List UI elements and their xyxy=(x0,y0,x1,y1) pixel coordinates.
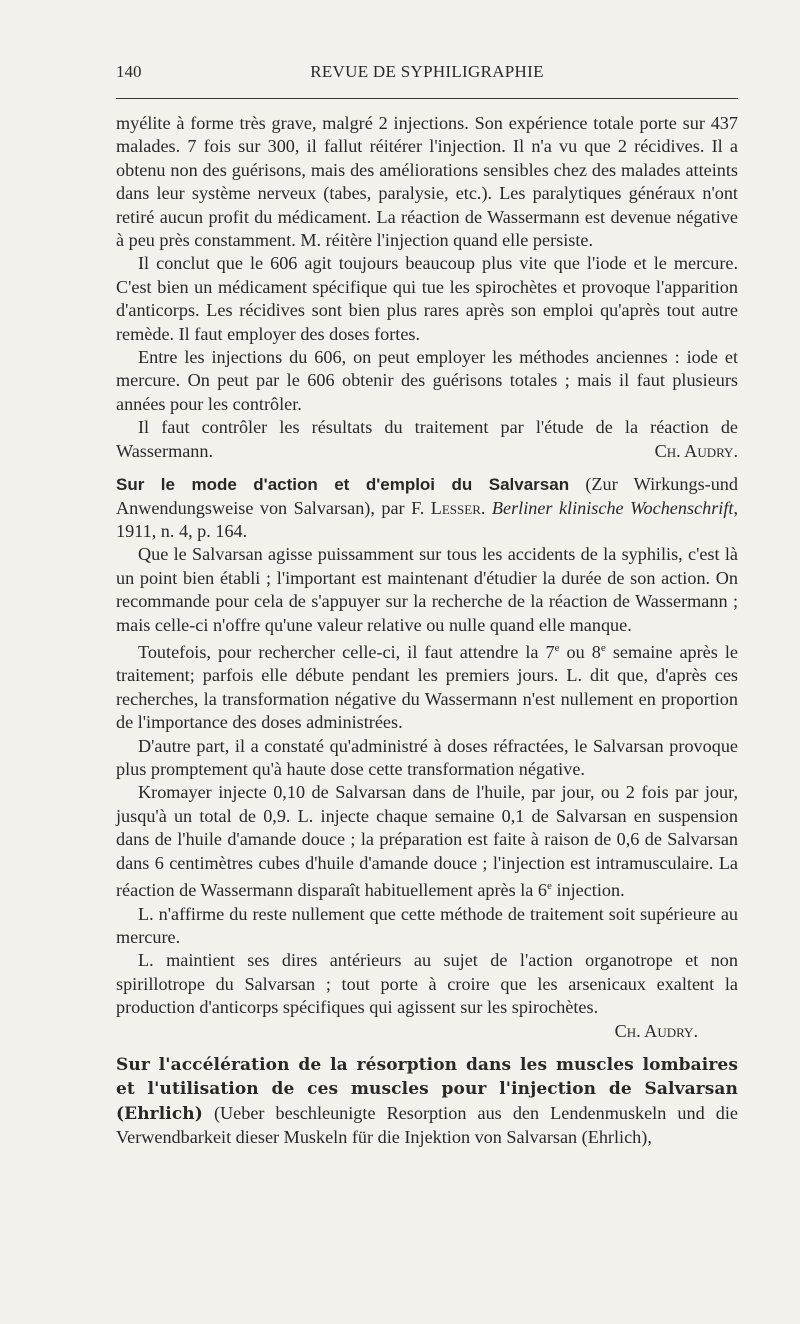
superscript: e xyxy=(600,641,606,654)
article-subtitle: (Zur Wirkungs-und Anwendungsweise von Salvarsan), par xyxy=(116,474,738,518)
journal-reference: , 1911, n. 4, p. 164. xyxy=(116,497,739,541)
paragraph: Il conclut que le 606 agit toujours beaucoup plus vite que l'iode et le mercure. C'est bien un médicament spécifique qui tue les spirochètes et provoque l'apparition d'anticorps. Les récidives sont bien plus rares après son emploi qu'après tout autre remède. Il faut employer des doses fortes. xyxy=(116,253,738,344)
page-header xyxy=(116,62,738,88)
paragraph xyxy=(116,637,738,735)
paragraph-text: Toutefois, pour rechercher celle-ci, il faut attendre la 7 xyxy=(138,642,555,663)
paragraph: Il faut contrôler les résultats du traitement par l'étude de la réaction de Wassermann. xyxy=(116,417,738,461)
paragraph: myélite à forme très grave, malgré 2 injections. Son expérience totale porte sur 437 malades. 7 fois sur 300, il fallut réitérer l'injection. Il n'a vu que 2 récidives. Il a obtenu non des guérisons, mais des améliorations sensibles chez des malades atteints dans leur système nerveux (tabes, paralysie, etc.). Les paralytiques généraux n'ont retiré aucun profit du médicament. La réaction de Wassermann est devenue négative à peu près constamment. M. réitère l'injection quand elle persiste. xyxy=(116,113,738,251)
paragraph: L. maintient ses dires antérieurs au sujet de l'action organotrope et non spirillotrope du Salvarsan ; tout porte à croire que les arsenicaux exaltent la production d'anticorps spécifiques qui agissent sur les spirochètes. xyxy=(116,950,738,1018)
paragraph: L. n'affirme du reste nullement que cette méthode de traitement soit supérieure au mercure. xyxy=(116,903,738,947)
article-title: Sur le mode d'action et d'emploi du Salvarsan xyxy=(116,475,570,495)
signature: Ch. Audry. xyxy=(654,440,738,461)
superscript: e xyxy=(554,641,560,654)
superscript: e xyxy=(547,880,552,893)
article-author: F. Lesser xyxy=(411,497,481,518)
article-heading xyxy=(116,1053,738,1150)
paragraph xyxy=(116,781,738,902)
page-number: 140 xyxy=(116,62,142,81)
header-rule xyxy=(116,98,738,99)
article-heading: Sur le mode d'action et d'emploi du Salvarsan (Zur Wirkungs-und Anwendungsweise von Salvarsan), par F. Lesser. Berliner klinische Wochenschrift, 1911, n. 4, p. 164. xyxy=(116,474,739,541)
signature: Ch. Audry. xyxy=(614,1020,698,1041)
section-gap xyxy=(116,463,738,473)
article-title: Sur l'accélération de la résorption dans les muscles lombaires et l'utilisation de ces muscles pour l'injection de Salvarsan (Ehrlich) xyxy=(116,1054,738,1124)
journal-name: Berliner klinische Wochenschrift xyxy=(491,497,734,518)
article-subtitle: (Ueber beschleunigte Resorption aus den Lendenmuskeln und die Verwendbarkeit dieser Muskeln für die Injektion von Salvarsan (Ehrlich), xyxy=(116,1102,738,1148)
running-title: REVUE DE SYPHILIGRAPHIE xyxy=(310,62,544,81)
paragraph-text: semaine après le traitement; parfois elle débute pendant les premiers jours. L. dit que, d'après ces recherches, la transformation négative du Wassermann n'est nullement en proportion de l'importance des doses administrées. xyxy=(116,642,739,733)
paragraph-text: ou 8 xyxy=(559,642,601,663)
paragraph-text: injection. xyxy=(551,880,625,901)
article-body xyxy=(116,112,738,1150)
paragraph: Entre les injections du 606, on peut employer les méthodes anciennes : iode et mercure. On peut par le 606 obtenir des guérisons totales ; mais il faut plusieurs années pour les contrôler. xyxy=(116,347,738,414)
paragraph: D'autre part, il a constaté qu'administré à doses réfractées, le Salvarsan provoque plus promptement qu'à haute dose cette transformation négative. xyxy=(116,735,738,780)
paragraph-text: Kromayer injecte 0,10 de Salvarsan dans de l'huile, par jour, ou 2 fois par jour, jusqu'à un total de 0,9. L. injecte chaque semaine 0,1 de Salvarsan en suspension dans de l'huile d'amande douce ; la préparation est faite à raison de 0,6 de Salvarsan dans 6 centimètres cubes d'huile d'amande douce ; l'injection est intramusculaire. La réaction de Wassermann disparaît habituellement après la 6 xyxy=(116,782,738,901)
section-gap xyxy=(116,1043,738,1053)
paragraph: Que le Salvarsan agisse puissamment sur tous les accidents de la syphilis, c'est là un point bien établi ; l'important est maintenant d'étudier la durée de son action. On recommande pour cela de s'appuyer sur la recherche de la réaction de Wassermann ; mais celle-ci n'offre qu'une valeur relative ou nulle quand elle manque. xyxy=(116,544,738,635)
